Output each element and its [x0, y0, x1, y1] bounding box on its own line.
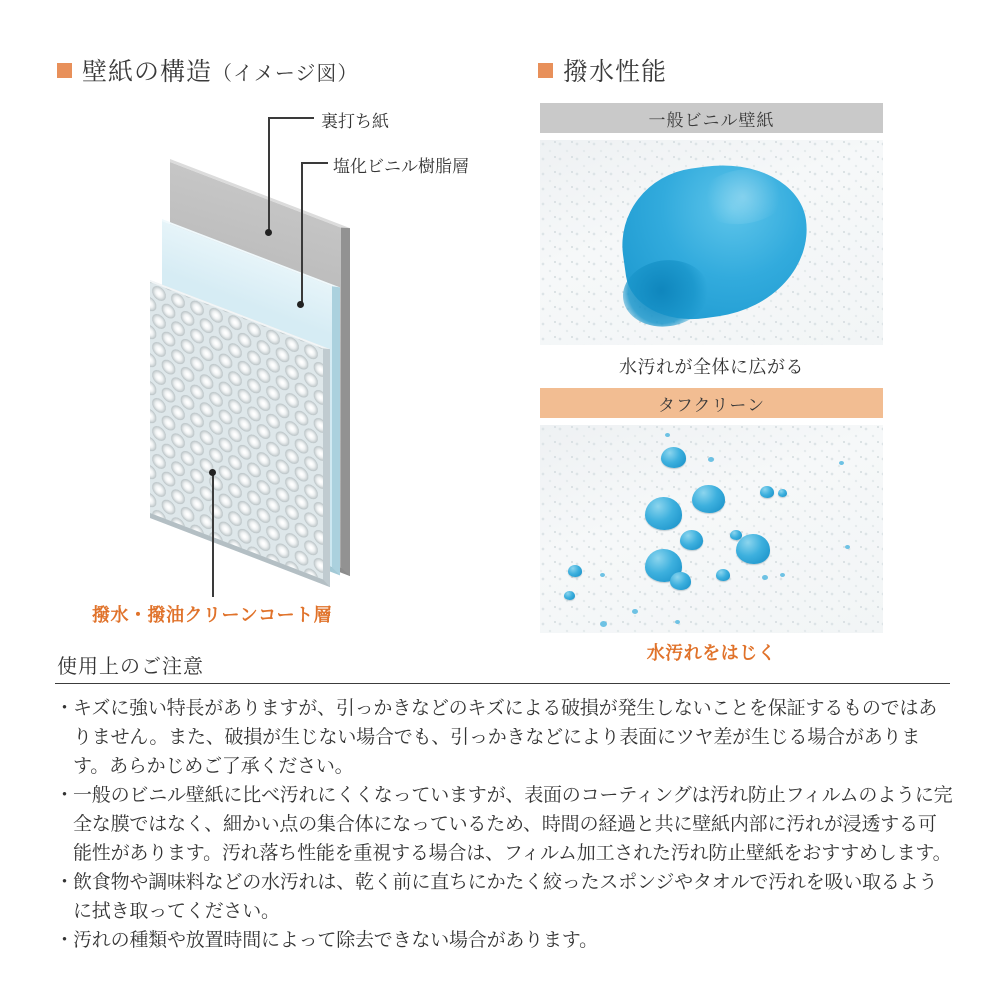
structure-title-text: 壁紙の構造（イメージ図）	[82, 58, 359, 86]
water-bead	[564, 591, 575, 600]
water-speck	[600, 621, 607, 627]
note-item	[55, 926, 955, 955]
note-bullet: ・	[55, 698, 74, 719]
water-speck	[708, 457, 714, 462]
water-bead	[680, 530, 703, 550]
water-speck	[675, 620, 680, 624]
water-bead	[692, 485, 725, 513]
panel-header-tough-clean: タフクリーン	[540, 388, 883, 418]
orange-square-bullet-icon	[57, 63, 72, 78]
water-bead	[568, 565, 582, 577]
note-item	[55, 694, 955, 781]
notes-heading: 使用上のご注意	[57, 656, 204, 678]
leader-line	[301, 162, 303, 306]
repellency-section-title	[538, 52, 667, 88]
water-bead	[645, 497, 682, 530]
orange-square-bullet-icon	[538, 63, 553, 78]
leader-dot	[297, 301, 304, 308]
leader-line	[301, 162, 328, 164]
panel-header-generic-vinyl: 一般ビニル壁紙	[540, 103, 883, 133]
water-speck	[600, 573, 605, 577]
water-bead	[661, 447, 686, 468]
water-speck	[665, 433, 670, 437]
caption-water-spreads: 水汚れが全体に広がる	[619, 357, 804, 377]
note-item	[55, 781, 955, 868]
heading-divider	[55, 683, 950, 684]
photo-water-beads	[540, 425, 883, 633]
vinyl-resin-label: 塩化ビニル樹脂層	[333, 157, 469, 176]
water-bead	[670, 572, 691, 590]
leader-dot	[265, 229, 272, 236]
note-text: 一般のビニル壁紙に比べ汚れにくくなっていますが、表面のコーティングは汚れ防止フィルムのように完全な膜ではなく、細かい点の集合体になっているため、時間の経過と共に壁紙内部に汚れが浸透する可能性があります。汚れ落ち性能を重視する場合は、フィルム加工された汚れ防止壁紙をおすすめします。	[73, 785, 953, 864]
note-text: 飲食物や調味料などの水汚れは、乾く前に直ちにかたく絞ったスポンジやタオルで汚れを吸い取るように拭き取ってください。	[73, 872, 938, 922]
water-bead	[760, 486, 774, 498]
leader-line	[268, 117, 314, 119]
note-item	[55, 868, 955, 926]
clean-coat-label: 撥水・撥油クリーンコート層	[92, 605, 333, 625]
water-speck	[780, 573, 785, 577]
caption-water-repels: 水汚れをはじく	[646, 643, 777, 663]
structure-section-title	[57, 52, 358, 88]
leader-line	[268, 117, 270, 233]
structure-title-suffix: （イメージ図）	[212, 63, 359, 85]
note-bullet: ・	[55, 872, 74, 893]
water-speck	[839, 461, 844, 465]
photo-water-spreads	[540, 140, 883, 345]
note-bullet: ・	[55, 930, 74, 951]
water-bead	[716, 569, 730, 581]
note-text: キズに強い特長がありますが、引っかきなどのキズによる破損が発生しないことを保証するものではありません。また、破損が生じない場合でも、引っかきなどにより表面にツヤ差が生じる場合があります。あらかじめご了承ください。	[73, 698, 938, 777]
leader-line	[212, 473, 214, 597]
water-bead	[778, 489, 787, 497]
note-bullet: ・	[55, 785, 74, 806]
repellency-title-text: 撥水性能	[563, 58, 668, 86]
water-speck	[632, 609, 638, 614]
notes-list	[55, 694, 955, 955]
water-speck	[762, 575, 768, 580]
leader-dot	[209, 469, 216, 476]
note-text: 汚れの種類や放置時間によって除去できない場合があります。	[73, 930, 598, 951]
water-stain-blob	[612, 154, 817, 328]
backing-paper-label: 裏打ち紙	[321, 112, 389, 131]
water-bead	[736, 534, 770, 564]
water-speck	[845, 545, 850, 549]
